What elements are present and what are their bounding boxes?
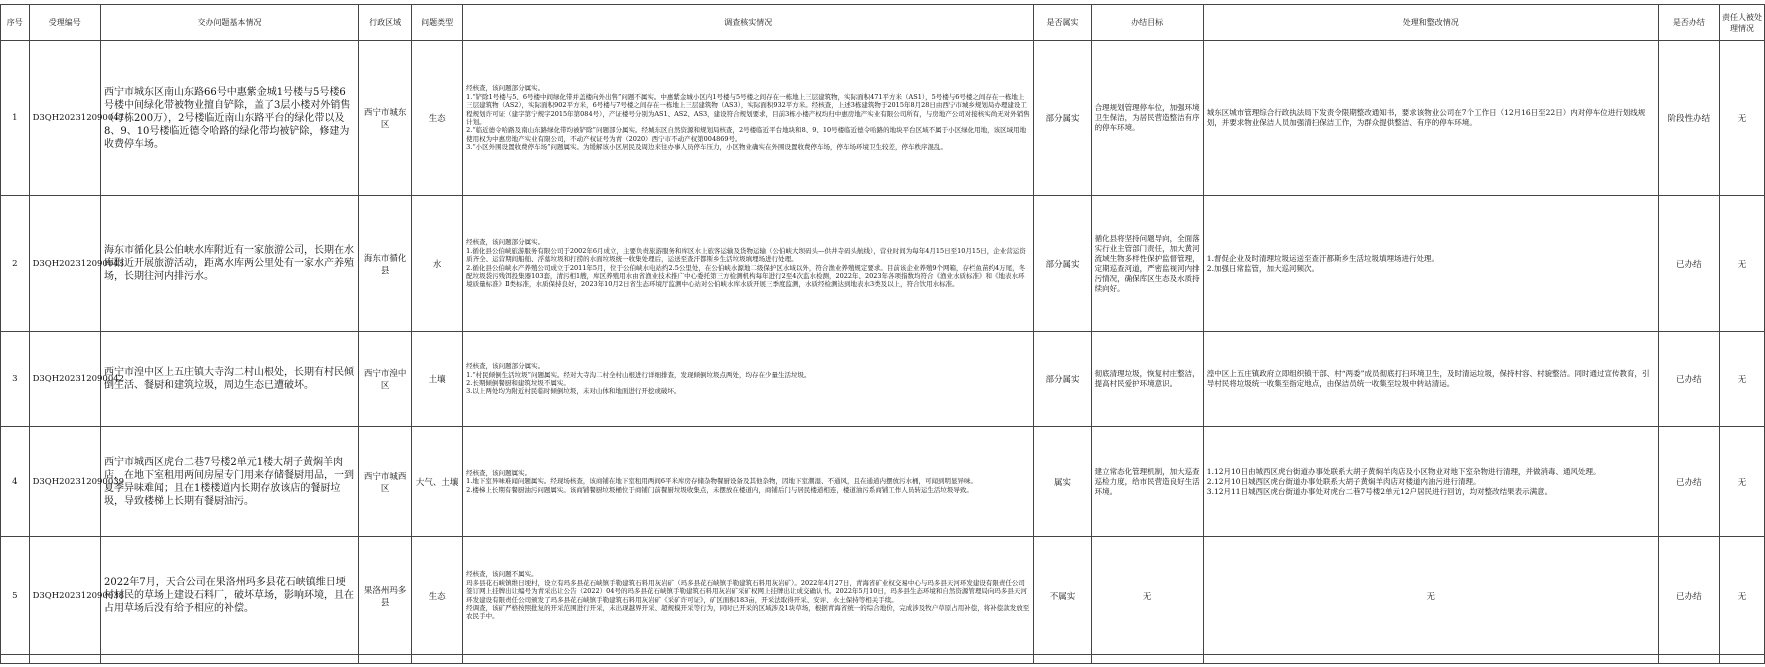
cell-handling: 湟中区上五庄镇政府立即组织镇干部、村“两委”成员彻底打扫环境卫生，及时清运垃圾，保持村容、村貌整洁。同时通过宣传教育，引导村民将垃圾统一收集至指定地点，由保洁员统一收集至垃圾中转站清运。 [1203,332,1658,427]
cell-region: 海东市循化县 [359,196,412,332]
cell-is-true: 属实 [1034,427,1091,537]
cell-investigation: 经核查，该问题部分属实。 1.“村民倾倒生活垃圾”问题属实。经对大寺沟二村全村山根进行详细排查，发现倾倒垃圾点两处，均存在少量生活垃圾。 2.长期倾倒餐厨和建筑垃圾不属实。 3.以上两处均为附近村民临时倾倒垃圾，未对山体和地面进行开挖或破坏。 [463,332,1034,427]
cell-problem: 2022年7月，天合公司在果洛州玛多县花石峡镇维日埂村村民的草场上建设石料厂，破坏草场，影响环境，且在占用草场后没有给予相应的补偿。 [100,537,358,655]
cell-is-closed: 已办结 [1658,537,1719,655]
cell-is-closed: 已办结 [1658,196,1719,332]
header-acceptance-no: 受理编号 [29,5,100,41]
cell-handling: 1.督促企业及时清理垃圾运送至查汗都斯乡生活垃圾填埋场进行处理。 2.加强日常监管，加大巡河频次。 [1203,196,1658,332]
complaint-table [0,4,1765,664]
cell-seq: 4 [1,427,30,537]
header-region: 行政区域 [359,5,412,41]
cell-investigation: 经核查，该问题属实。 1.地下室异味难闻问题属实。经现场核查，该商铺在地下室租用两间6平米库房存储杂物餐厨设备及其他杂物，因地下室潮湿、不通风，且在通道内摆放污水桶，可闻到明显异味。 2.楼梯上长期有餐厨油污问题属实。该商铺餐厨垃圾桶位于商铺门前餐厨垃圾收集点，未摆放在楼道内，商铺后门与居民楼道相连，楼道油污系商铺工作人员转运生活垃圾导致。 [463,427,1034,537]
cell-investigation: 经核查，该问题不属实。 玛多县花石峡镇维日埂村，设立有玛多县花石峡镇手勒建筑石料用灰岩矿（玛多县花石峡镇手勒建筑石料用灰岩矿）。2022年4月27日，青海省矿业权交易中心与玛多县天河环发建设有限责任公司签订网上挂牌出让编号为青采出让公告（2022）04号的玛多县花石峡镇手勒建筑石料用灰岩矿采矿权网上挂牌出让成交确认书。2022年5月10日，玛多县生态环境和自然资源管理局向玛多县天河环发建设有限责任公司颁发了玛多县花石峡镇手勒建筑石料用灰岩矿《采矿许可证》，矿区面积183亩，开采法取得开采、安评、水土保持等相关手续。 经调查，该矿严格按照批复的开采范围进行开采，未出现越界开采、超规模开采等行为，同时已开采的区域涉及1块草场，根据青海省统一的综合地价，完成涉及牧户草原占用补偿，将补偿款发放至农民手中。 [463,537,1034,655]
table-row [1,332,1765,427]
header-goal: 办结目标 [1091,5,1203,41]
cell-problem-type: 大气、土壤 [412,427,463,537]
cell-accountability: 无 [1720,41,1765,196]
cell-problem: 西宁市城西区虎台二巷7号楼2单元1楼大胡子黄焖羊肉店，在地下室租用两间房屋专门用来存储餐厨用品，一到夏季异味难闻；且在1楼楼道内长期存放该店的餐厨垃圾，导致楼梯上长期有餐厨油污。 [100,427,358,537]
cell-investigation: 经核查，该问题部分属实。 1.“铲除1号楼与5、6号楼中间绿化带并盖楼向外出售”问题不属实。中惠紫金城小区内1号楼与5号楼之间存在一栋地上三层建筑物，实际面积471平方米（AS1），5号楼与6号楼之间存在一栋地上三层建筑物（AS2），实际面积902平方米，6号楼与7号楼之间存在一栋地上三层建筑物（AS3），实际面积932平方米。经核查，上述3栋建筑物于2015年8月28日由西宁市城乡规划局办理建设工程规划许可证（建字第宁规字2015年第084号），产证楼号分别为AS1、AS2、AS3，建设符合规划要求，目前3栋小楼产权均归中惠房地产实业有限公司所有，与房地产公司对接核实尚无对外销售计划。 2.“临近德令哈路及南山东路绿化带均被铲除”问题部分属实。经城东区自然资源和规划局核查，2号楼临近平台地块和8、9、10号楼临近德令哈路的地块平台区域不属于小区绿化用地，该区域用地使用权为中惠房地产实业有限公司，不动产权证号为青（2020）西宁市不动产权第004869号。 3.“小区外围设置收费停车场”问题属实。为缓解该小区居民及周边来往办事人员停车压力，小区物业确实在外围设置收费停车场，停车场环境卫生较差，停车秩序混乱。 [463,41,1034,196]
cell-problem-type: 生态 [412,537,463,655]
cell-region: 果洛州玛多县 [359,537,412,655]
cell-region: 西宁市城西区 [359,427,412,537]
table-row-cut-off [1,655,1765,664]
cell-is-closed: 阶段性办结 [1658,41,1719,196]
cell-problem-type: 水 [412,196,463,332]
header-accountability: 责任人被处理情况 [1720,5,1765,41]
cell-is-true: 部分属实 [1034,196,1091,332]
cell-problem: 西宁市城东区南山东路66号中惠紫金城1号楼与5号楼6号楼中间绿化带被物业擅自铲除，盖了3层小楼对外销售（每栋200万），2号楼临近南山东路平台的绿化带以及8、9、10号楼临近德令哈路的绿化带均被铲除，修建为收费停车场。 [100,41,358,196]
cell-handling: 城东区城市管理综合行政执法局下发责令限期整改通知书，要求该物业公司在7个工作日（12月16日至22日）内对停车位进行划线规划，并要求物业保洁人员加强清扫保洁工作，为群众提供整洁、有序的停车环境。 [1203,41,1658,196]
cell-goal: 合理规划管理停车位，加强环境卫生保洁，为居民营造整洁有序的停车环境。 [1091,41,1203,196]
header-problem-type: 问题类型 [412,5,463,41]
cell-accountability: 无 [1720,427,1765,537]
cell-is-closed: 已办结 [1658,427,1719,537]
cell-acceptance-no: D3QH202312090039 [29,427,100,537]
cell-seq: 3 [1,332,30,427]
cell-region: 西宁市城东区 [359,41,412,196]
cell-acceptance-no: D3QH202312090047 [29,41,100,196]
cell-accountability: 无 [1720,537,1765,655]
cell-goal: 循化县将坚持问题导向，全面落实行业主管部门责任，加大黄河流域生物多样性保护监督管理，定期巡查河道，严密监视河内排污情况，确保库区生态及水质持续向好。 [1091,196,1203,332]
cell-problem: 西宁市湟中区上五庄镇大寺沟二村山根处，长期有村民倾倒生活、餐厨和建筑垃圾，周边生态已遭破坏。 [100,332,358,427]
header-investigation: 调查核实情况 [463,5,1034,41]
table-row [1,427,1765,537]
cell-handling: 1.12月10日由城西区虎台街道办事处联系大胡子黄焖羊肉店及小区物业对地下室杂物进行清理，并做消毒、通风处理。 2.12月10日城西区虎台街道办事处联系大胡子黄焖羊肉店对楼道内油污进行清理。 3.12月11日城西区虎台街道办事处对虎台二巷7号楼2单元12户居民进行回访，均对整改结果表示满意。 [1203,427,1658,537]
cell-goal: 无 [1091,537,1203,655]
cell-seq: 2 [1,196,30,332]
header-problem: 交办问题基本情况 [100,5,358,41]
header-is-closed: 是否办结 [1658,5,1719,41]
table-row [1,537,1765,655]
cell-goal: 建立常态化管理机制，加大巡查巡检力度，给市民营造良好生活环境。 [1091,427,1203,537]
cell-seq: 5 [1,537,30,655]
cell-region: 西宁市湟中区 [359,332,412,427]
table-row [1,41,1765,196]
table-header-row [1,5,1765,41]
cell-accountability: 无 [1720,196,1765,332]
cell-problem-type: 土壤 [412,332,463,427]
header-handling: 处理和整改情况 [1203,5,1658,41]
cell-investigation: 经核查，该问题部分属实。 1.循化县公伯峡旅游服务有限公司于2002年6月成立，主要负责旅游服务和库区水上旅客运输及货物运输（公伯峡大坝码头—供井寺码头航线），营业时间为每年4月15日至10月15日，企业营运资质齐全、运营期间船舶、浮墓垃圾和打捞的水面垃圾统一收集处理后，运送至查汗都斯乡生活垃圾填埋场进行处理。 2.循化县公伯峡水产养殖公司成立于2011年5月，位于公伯峡水电站约2.5公里处，在公伯峡水源地二级保护区水域以外，符合渔业养殖规定要求。目前该企业养殖9个网箱，存栏鱼苗约4万尾，冬配垃圾袋污残饵投集器103套，清污相1艘，库区养殖用水由省渔业技术推广中心委托第三方检测机构每年进行2至4次监水检测，2022年、2023年各项指数均符合《渔业水质标准》和《地表水环境质量标准》Ⅱ类标准，水质保持良好，2023年10月2日省生态环境厅监测中心站对公伯峡水库水质开展三季度监测，水质经检测达到地表水3类及以上，符合饮用水标准。 [463,196,1034,332]
cell-is-true: 不属实 [1034,537,1091,655]
cell-accountability: 无 [1720,332,1765,427]
cell-acceptance-no: D3QH202312090043 [29,196,100,332]
cell-is-true: 部分属实 [1034,41,1091,196]
table-row [1,196,1765,332]
header-is-true: 是否属实 [1034,5,1091,41]
cell-handling: 无 [1203,537,1658,655]
cell-acceptance-no: D3QH202312090042 [29,332,100,427]
header-seq: 序号 [1,5,30,41]
cell-is-closed: 已办结 [1658,332,1719,427]
cell-is-true: 部分属实 [1034,332,1091,427]
cell-problem: 海东市循化县公伯峡水库附近有一家旅游公司，长期在水库附近开展旅游活动，距离水库两公里处有一家水产养殖场，长期往河内排污水。 [100,196,358,332]
cell-problem-type: 生态 [412,41,463,196]
cell-acceptance-no: D3QH202312090038 [29,537,100,655]
cell-goal: 彻底清理垃圾，恢复村庄整洁，提高村民爱护环境意识。 [1091,332,1203,427]
cell-seq: 1 [1,41,30,196]
